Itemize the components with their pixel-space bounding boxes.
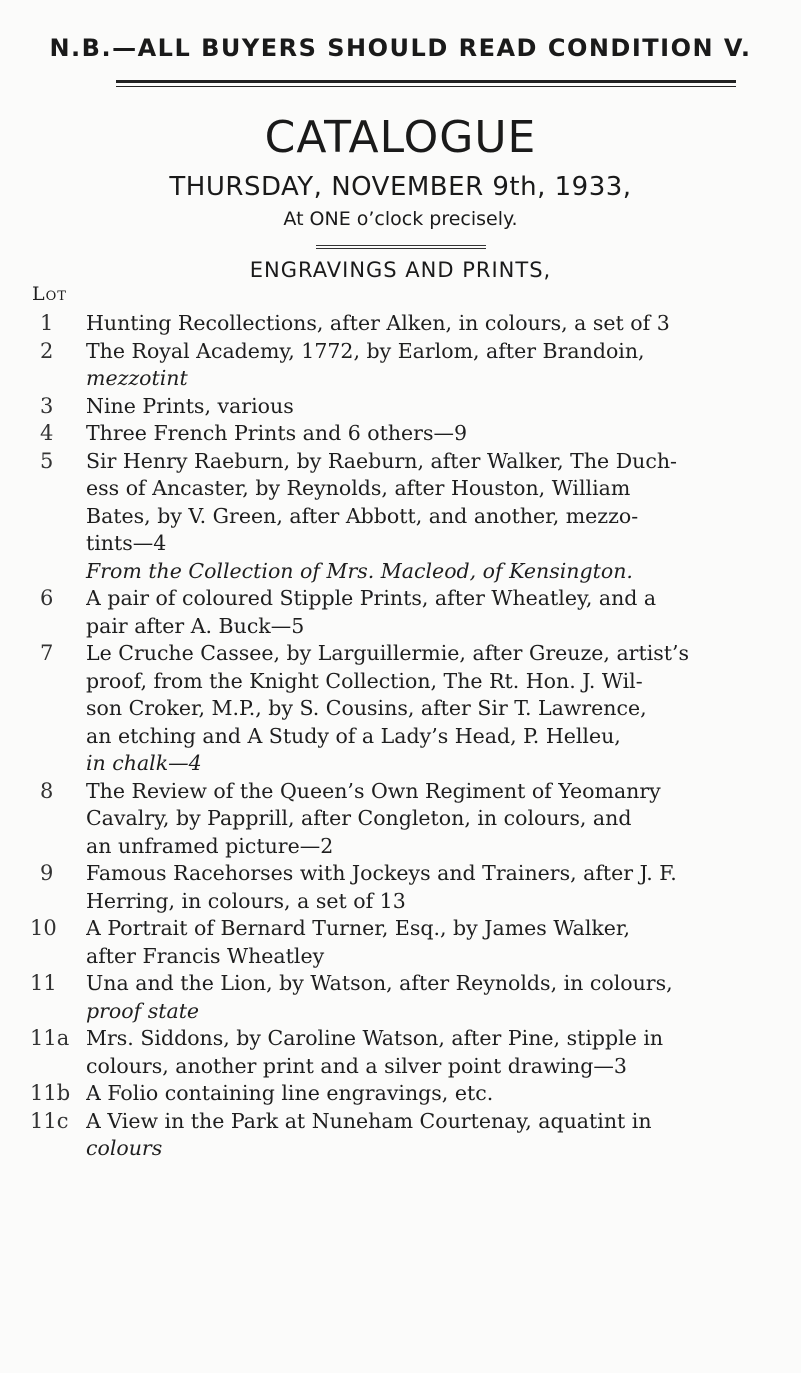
lot-entry bbox=[0, 778, 801, 861]
lot-description-line: Le Cruche Cassee, by Larguillermie, after Greuze, artist’s bbox=[86, 641, 690, 665]
lot-description-line: Sir Henry Raeburn, by Raeburn, after Walker, The Duch- bbox=[86, 448, 677, 473]
lot-number: 4 bbox=[40, 421, 54, 445]
lot-number: 9 bbox=[40, 861, 54, 885]
lot-description-line: The Royal Academy, 1772, by Earlom, after Brandoin, bbox=[86, 338, 645, 363]
lot-number: 11b bbox=[30, 1081, 71, 1105]
lot-entry bbox=[0, 1080, 801, 1108]
catalogue-title: CATALOGUE bbox=[264, 112, 537, 163]
lot-number: 8 bbox=[40, 778, 54, 803]
lot-entry bbox=[0, 915, 801, 970]
buyers-notice: N.B.—ALL BUYERS SHOULD READ CONDITION V. bbox=[49, 34, 752, 62]
lot-description bbox=[86, 1025, 786, 1080]
lot-entry bbox=[0, 393, 801, 421]
lot-entry bbox=[0, 970, 801, 1025]
lot-entry bbox=[0, 640, 801, 778]
lot-description bbox=[86, 393, 786, 421]
lot-description-line: son Croker, M.P., by S. Cousins, after Sir T. Lawrence, bbox=[86, 696, 647, 720]
lot-description bbox=[86, 338, 786, 393]
lot-entry bbox=[0, 338, 801, 393]
lot-description-line: A View in the Park at Nuneham Courtenay, aquatint in bbox=[86, 1108, 652, 1133]
sale-time: At ONE o’clock precisely. bbox=[283, 208, 518, 230]
lot-description-line: tints—4 bbox=[86, 531, 167, 555]
lot-entry bbox=[0, 860, 801, 915]
lot-description-line: A Folio containing line engravings, etc. bbox=[86, 1081, 494, 1105]
lot-description bbox=[86, 420, 786, 448]
lot-list bbox=[0, 310, 801, 1163]
lot-number: 6 bbox=[40, 586, 54, 610]
lot-description bbox=[86, 970, 786, 1025]
lot-description bbox=[86, 310, 786, 338]
lot-description-line: Una and the Lion, by Watson, after Reynolds, in colours, bbox=[86, 971, 673, 995]
lot-number: 11a bbox=[30, 1026, 70, 1050]
title-rule bbox=[316, 245, 486, 249]
lot-description-line: Cavalry, by Papprill, after Congleton, in colours, and bbox=[86, 806, 632, 830]
lot-description bbox=[86, 585, 786, 640]
lot-description bbox=[86, 448, 786, 558]
lot-description-line: pair after A. Buck—5 bbox=[86, 613, 305, 638]
lot-description-line: Bates, by V. Green, after Abbott, and another, mezzo- bbox=[86, 503, 639, 528]
lot-description bbox=[86, 860, 786, 915]
lot-description-line: A Portrait of Bernard Turner, Esq., by James Walker, bbox=[86, 916, 631, 940]
sale-date: THURSDAY, NOVEMBER 9th, 1933, bbox=[169, 172, 632, 202]
lot-description-line: A pair of coloured Stipple Prints, after Wheatley, and a bbox=[86, 586, 657, 610]
lot-description-line: after Francis Wheatley bbox=[86, 943, 325, 968]
lot-description bbox=[86, 778, 786, 861]
lot-entry bbox=[0, 448, 801, 558]
section-heading: ENGRAVINGS AND PRINTS, bbox=[249, 258, 552, 282]
header-rule bbox=[116, 80, 736, 87]
lot-number: 11c bbox=[30, 1108, 69, 1133]
lot-entry bbox=[0, 420, 801, 448]
lot-description-line: proof state bbox=[86, 998, 200, 1023]
lot-description-line: Three French Prints and 6 others—9 bbox=[86, 421, 468, 445]
provenance-note: From the Collection of Mrs. Macleod, of Kensington. bbox=[86, 558, 633, 583]
lot-number: 1 bbox=[40, 311, 54, 335]
lot-description-line: an etching and A Study of a Lady’s Head, P. Helleu, bbox=[86, 723, 621, 748]
lot-description-line: Mrs. Siddons, by Caroline Watson, after Pine, stipple in bbox=[86, 1026, 664, 1050]
lot-number: 5 bbox=[40, 448, 54, 473]
lot-description-line: Herring, in colours, a set of 13 bbox=[86, 888, 406, 913]
lot-description-line: mezzotint bbox=[86, 366, 188, 390]
lot-description bbox=[86, 1108, 786, 1163]
lot-entry bbox=[0, 310, 801, 338]
lot-number: 11 bbox=[30, 971, 57, 995]
lot-description-line: Famous Racehorses with Jockeys and Trainers, after J. F. bbox=[86, 861, 677, 885]
lot-number: 7 bbox=[40, 641, 54, 665]
lot-description-line: colours, another print and a silver point drawing—3 bbox=[86, 1053, 627, 1078]
lot-description-line: The Review of the Queen’s Own Regiment of Yeomanry bbox=[86, 778, 661, 803]
lot-description-line: colours bbox=[86, 1136, 163, 1160]
lot-description-line: proof, from the Knight Collection, The Rt. Hon. J. Wil- bbox=[86, 668, 643, 693]
lot-description bbox=[86, 915, 786, 970]
lot-column-label: Lot bbox=[32, 283, 67, 305]
lot-entry bbox=[0, 1025, 801, 1080]
lot-entry bbox=[0, 585, 801, 640]
lot-number: 3 bbox=[40, 393, 54, 418]
lot-number: 2 bbox=[40, 338, 54, 363]
lot-description-line: in chalk—4 bbox=[86, 751, 202, 775]
lot-entry bbox=[0, 1108, 801, 1163]
lot-description-line: Nine Prints, various bbox=[86, 393, 294, 418]
lot-description-line: an unframed picture—2 bbox=[86, 833, 334, 858]
lot-description bbox=[86, 1080, 786, 1108]
lot-number: 10 bbox=[30, 916, 57, 940]
lot-description bbox=[86, 640, 786, 778]
lot-description-line: ess of Ancaster, by Reynolds, after Houston, William bbox=[86, 476, 631, 500]
lot-description-line: Hunting Recollections, after Alken, in colours, a set of 3 bbox=[86, 311, 670, 335]
